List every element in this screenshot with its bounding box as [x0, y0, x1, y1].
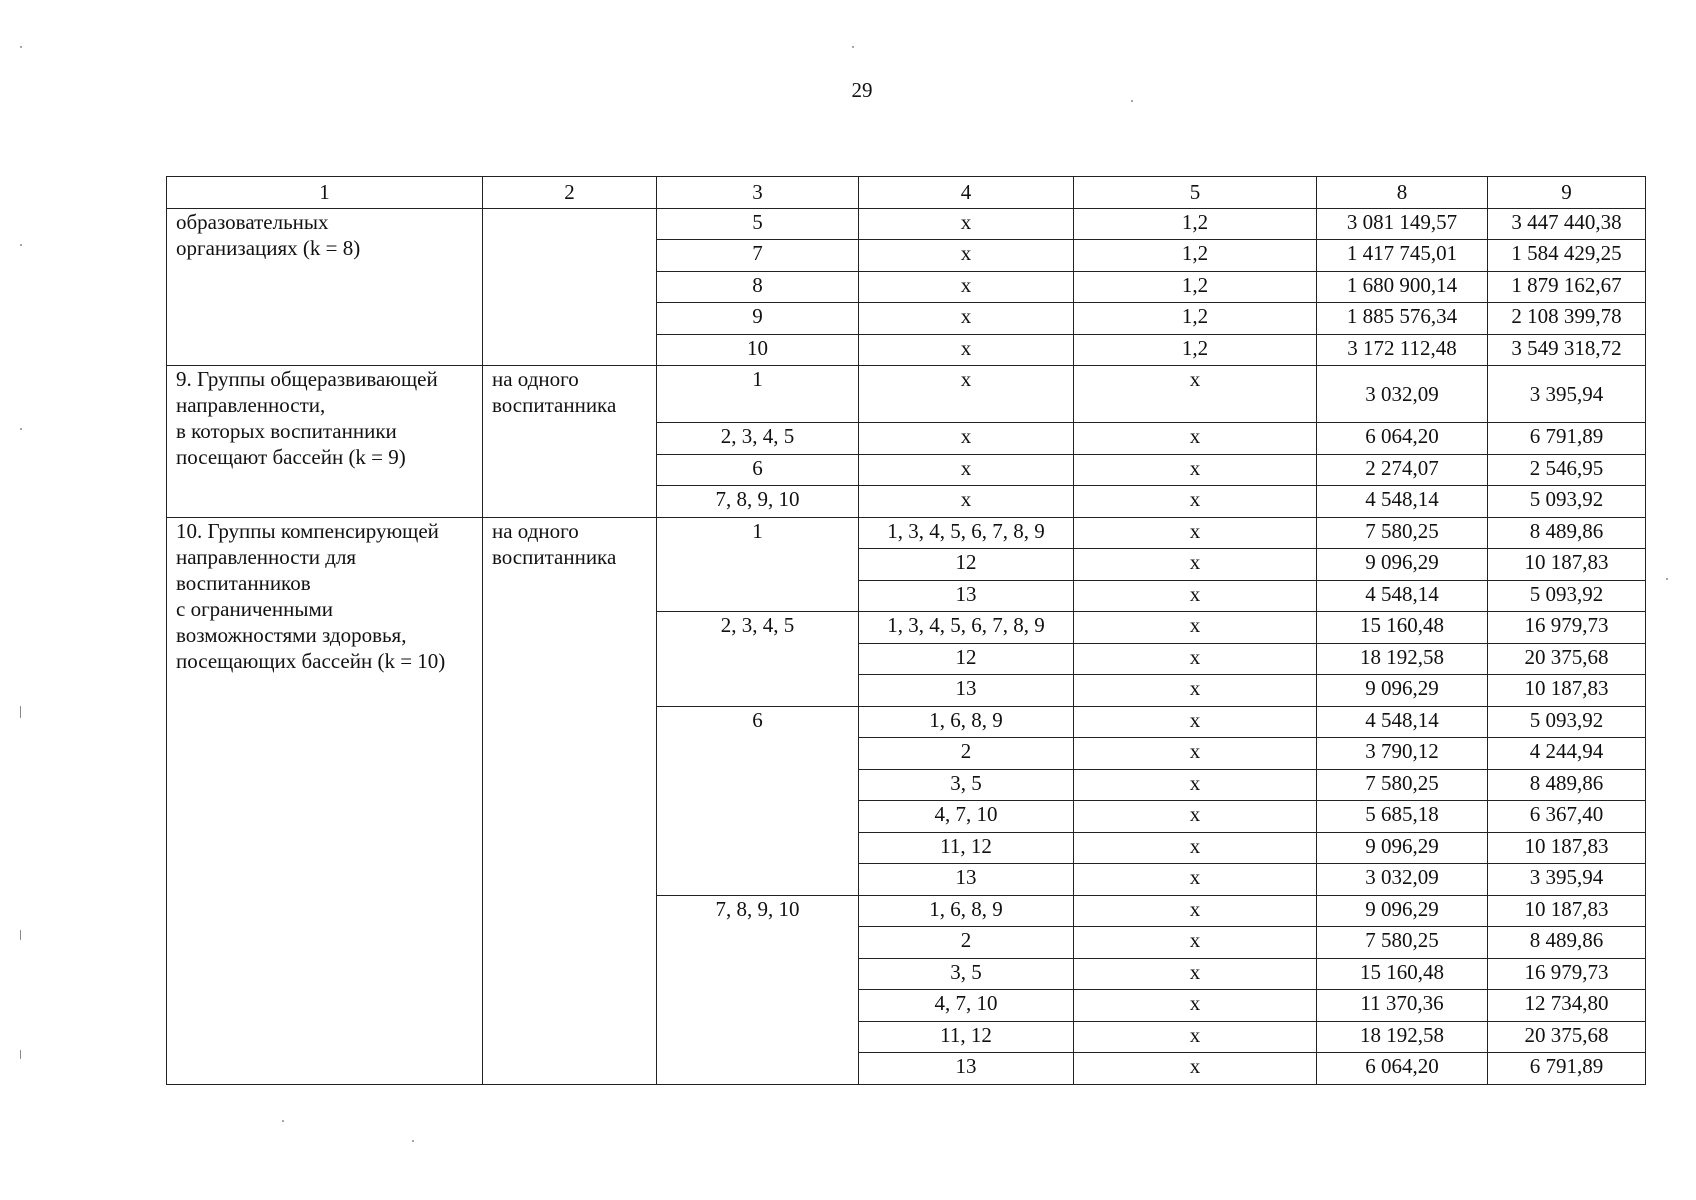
cell-col8: 4 548,14	[1317, 580, 1488, 612]
cell-col9: 1 879 162,67	[1488, 271, 1646, 303]
column-header: 8	[1317, 177, 1488, 209]
cell-col9: 20 375,68	[1488, 643, 1646, 675]
cell-col5: 1,2	[1074, 271, 1317, 303]
cell-col4: 1, 6, 8, 9	[859, 706, 1074, 738]
cell-col9: 3 395,94	[1488, 864, 1646, 896]
cell-col3: 9	[657, 303, 859, 335]
cell-col8: 9 096,29	[1317, 549, 1488, 581]
cell-col3: 5	[657, 208, 859, 240]
cell-col5: x	[1074, 769, 1317, 801]
cell-col5: x	[1074, 423, 1317, 455]
cell-col8: 3 032,09	[1317, 366, 1488, 423]
cell-col8: 9 096,29	[1317, 832, 1488, 864]
cell-col4: 12	[859, 643, 1074, 675]
cell-col9: 8 489,86	[1488, 769, 1646, 801]
scan-speck	[1666, 578, 1668, 580]
cell-col4: 1, 3, 4, 5, 6, 7, 8, 9	[859, 612, 1074, 644]
cell-col8: 1 680 900,14	[1317, 271, 1488, 303]
cell-col8: 7 580,25	[1317, 927, 1488, 959]
cell-col9: 10 187,83	[1488, 895, 1646, 927]
cell-col5: x	[1074, 486, 1317, 518]
cell-col5: x	[1074, 990, 1317, 1022]
cell-col5: x	[1074, 895, 1317, 927]
cell-col5: x	[1074, 832, 1317, 864]
cell-col5: x	[1074, 706, 1317, 738]
cell-col3: 7, 8, 9, 10	[657, 486, 859, 518]
cell-col4: 3, 5	[859, 769, 1074, 801]
cell-col5: x	[1074, 958, 1317, 990]
scan-speck	[20, 706, 21, 718]
cell-col3: 7, 8, 9, 10	[657, 895, 859, 1084]
cell-col4: x	[859, 208, 1074, 240]
cell-col8: 3 081 149,57	[1317, 208, 1488, 240]
cell-col5: x	[1074, 864, 1317, 896]
cell-col5: x	[1074, 549, 1317, 581]
cell-col5: x	[1074, 612, 1317, 644]
cell-col5: 1,2	[1074, 303, 1317, 335]
cell-col9: 6 367,40	[1488, 801, 1646, 833]
column-header: 1	[167, 177, 483, 209]
scan-speck	[852, 46, 854, 48]
cell-col9: 12 734,80	[1488, 990, 1646, 1022]
cell-col8: 18 192,58	[1317, 1021, 1488, 1053]
cell-col9: 5 093,92	[1488, 486, 1646, 518]
cell-col4: x	[859, 366, 1074, 423]
cell-col8: 4 548,14	[1317, 486, 1488, 518]
cell-col5: x	[1074, 643, 1317, 675]
cell-col5: x	[1074, 454, 1317, 486]
unit-cell: на одного воспитанника	[483, 366, 657, 518]
page-number: 29	[851, 78, 873, 102]
cell-col9: 6 791,89	[1488, 423, 1646, 455]
cell-col4: 12	[859, 549, 1074, 581]
cell-col5: x	[1074, 927, 1317, 959]
cell-col4: x	[859, 303, 1074, 335]
cell-col8: 15 160,48	[1317, 958, 1488, 990]
cell-col5: x	[1074, 517, 1317, 549]
cell-col4: 13	[859, 1053, 1074, 1085]
cell-col8: 5 685,18	[1317, 801, 1488, 833]
cell-col9: 3 549 318,72	[1488, 334, 1646, 366]
cell-col3: 10	[657, 334, 859, 366]
cell-col8: 1 417 745,01	[1317, 240, 1488, 272]
scan-speck	[20, 428, 22, 430]
column-header: 4	[859, 177, 1074, 209]
cell-col5: 1,2	[1074, 208, 1317, 240]
cell-col9: 16 979,73	[1488, 958, 1646, 990]
cell-col4: 4, 7, 10	[859, 801, 1074, 833]
scan-speck	[412, 1140, 414, 1142]
cell-col4: 2	[859, 738, 1074, 770]
cell-col8: 3 790,12	[1317, 738, 1488, 770]
cell-col4: 1, 6, 8, 9	[859, 895, 1074, 927]
cell-col8: 9 096,29	[1317, 895, 1488, 927]
cell-col4: 11, 12	[859, 832, 1074, 864]
cell-col8: 4 548,14	[1317, 706, 1488, 738]
cell-col8: 6 064,20	[1317, 423, 1488, 455]
cell-col5: 1,2	[1074, 334, 1317, 366]
tariff-table	[166, 176, 1646, 1085]
cell-col5: x	[1074, 738, 1317, 770]
column-header: 9	[1488, 177, 1646, 209]
column-header: 3	[657, 177, 859, 209]
cell-col9: 5 093,92	[1488, 580, 1646, 612]
unit-cell: на одного воспитанника	[483, 517, 657, 1084]
cell-col3: 7	[657, 240, 859, 272]
cell-col3: 1	[657, 366, 859, 423]
cell-col4: x	[859, 454, 1074, 486]
cell-col9: 2 546,95	[1488, 454, 1646, 486]
cell-col4: x	[859, 423, 1074, 455]
group-title: 10. Группы компенсирующей направленности для воспитанников с ограниченными возможностями здоровья, посещающих бассейн (k = 10)	[167, 517, 483, 1084]
cell-col5: x	[1074, 366, 1317, 423]
cell-col8: 6 064,20	[1317, 1053, 1488, 1085]
cell-col8: 2 274,07	[1317, 454, 1488, 486]
cell-col4: 3, 5	[859, 958, 1074, 990]
cell-col3: 1	[657, 517, 859, 612]
scan-speck	[20, 930, 21, 940]
cell-col9: 8 489,86	[1488, 517, 1646, 549]
cell-col5: x	[1074, 675, 1317, 707]
column-header: 2	[483, 177, 657, 209]
cell-col4: 1, 3, 4, 5, 6, 7, 8, 9	[859, 517, 1074, 549]
cell-col9: 2 108 399,78	[1488, 303, 1646, 335]
cell-col9: 16 979,73	[1488, 612, 1646, 644]
cell-col4: 4, 7, 10	[859, 990, 1074, 1022]
cell-col8: 7 580,25	[1317, 769, 1488, 801]
table-row	[167, 177, 1646, 209]
cell-col5: x	[1074, 1021, 1317, 1053]
cell-col8: 3 032,09	[1317, 864, 1488, 896]
cell-col4: x	[859, 240, 1074, 272]
cell-col5: x	[1074, 1053, 1317, 1085]
cell-col4: x	[859, 334, 1074, 366]
cell-col8: 9 096,29	[1317, 675, 1488, 707]
scan-speck	[20, 46, 22, 48]
scan-speck	[1131, 100, 1133, 102]
cell-col3: 8	[657, 271, 859, 303]
cell-col3: 2, 3, 4, 5	[657, 612, 859, 707]
cell-col9: 1 584 429,25	[1488, 240, 1646, 272]
cell-col9: 6 791,89	[1488, 1053, 1646, 1085]
cell-col8: 1 885 576,34	[1317, 303, 1488, 335]
column-header: 5	[1074, 177, 1317, 209]
cell-col3: 6	[657, 706, 859, 895]
cell-col5: x	[1074, 801, 1317, 833]
cell-col4: x	[859, 486, 1074, 518]
cell-col4: 13	[859, 675, 1074, 707]
cell-col8: 7 580,25	[1317, 517, 1488, 549]
cell-col9: 3 447 440,38	[1488, 208, 1646, 240]
cell-col9: 10 187,83	[1488, 549, 1646, 581]
table-row	[167, 517, 1646, 549]
cell-col4: 2	[859, 927, 1074, 959]
table-row	[167, 366, 1646, 423]
cell-col5: 1,2	[1074, 240, 1317, 272]
cell-col8: 11 370,36	[1317, 990, 1488, 1022]
unit-cell	[483, 208, 657, 366]
cell-col9: 4 244,94	[1488, 738, 1646, 770]
cell-col9: 10 187,83	[1488, 675, 1646, 707]
group-title: 9. Группы общеразвивающей направленности, в которых воспитанники посещают бассейн (k = 9)	[167, 366, 483, 518]
cell-col8: 15 160,48	[1317, 612, 1488, 644]
cell-col8: 3 172 112,48	[1317, 334, 1488, 366]
cell-col9: 10 187,83	[1488, 832, 1646, 864]
scan-speck	[20, 244, 22, 246]
scan-speck	[20, 1050, 21, 1059]
cell-col4: 13	[859, 580, 1074, 612]
scan-speck	[282, 1120, 284, 1122]
cell-col8: 18 192,58	[1317, 643, 1488, 675]
cell-col5: x	[1074, 580, 1317, 612]
cell-col4: 11, 12	[859, 1021, 1074, 1053]
cell-col3: 2, 3, 4, 5	[657, 423, 859, 455]
cell-col4: x	[859, 271, 1074, 303]
cell-col3: 6	[657, 454, 859, 486]
cell-col4: 13	[859, 864, 1074, 896]
cell-col9: 20 375,68	[1488, 1021, 1646, 1053]
cell-col9: 5 093,92	[1488, 706, 1646, 738]
cell-col9: 3 395,94	[1488, 366, 1646, 423]
group-title: образовательных организациях (k = 8)	[167, 208, 483, 366]
table-row	[167, 208, 1646, 240]
cell-col9: 8 489,86	[1488, 927, 1646, 959]
